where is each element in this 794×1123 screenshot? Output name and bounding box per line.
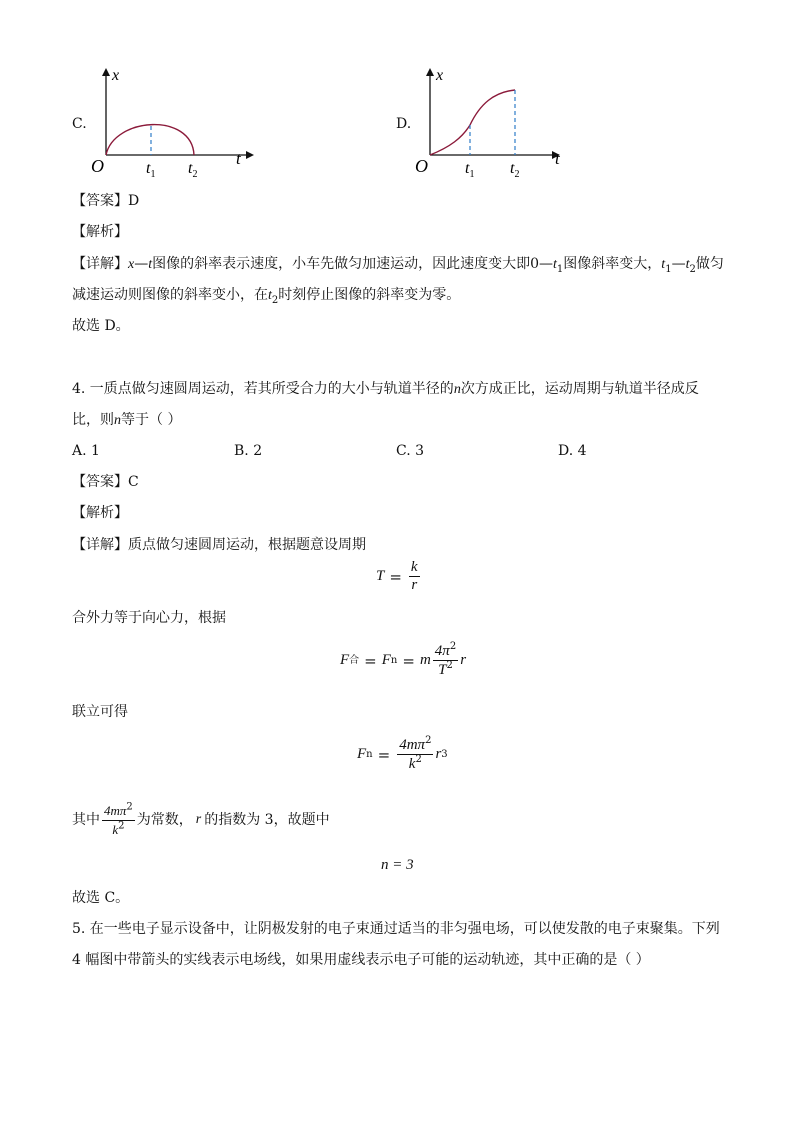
- q3-analysis-tag: 【解析】: [72, 224, 128, 240]
- graph-c-x-arrow: [102, 68, 110, 76]
- graph-d-curve: [430, 90, 515, 155]
- equation-period: T = $\frac{k}{r}$: [376, 559, 418, 593]
- q4-option-b: B. 2: [234, 443, 263, 459]
- q5-stem-line1: 5. 在一些电子显示设备中，让阴极发射的电子束通过适当的非匀强电场，可以使发散的电子束聚集。下列: [72, 921, 720, 937]
- q5-stem-line2: 4 幅图中带箭头的实线表示电场线，如果用虚线表示电子可能的运动轨迹，其中正确的是（ ）: [72, 952, 650, 968]
- q4-conclusion: 故选 C。: [72, 890, 130, 906]
- q3-answer-line: [72, 191, 139, 211]
- graph-c-t-arrow: [246, 151, 254, 159]
- q4-stem-line1: 4. 一质点做匀速圆周运动，若其所受合力的大小与轨道半径的n次方成正比，运动周期与轨道半径成反: [72, 381, 699, 397]
- graph-c-origin: O: [91, 156, 104, 176]
- equation-n-equals-3: n = 3: [381, 857, 414, 873]
- graph-d: [412, 62, 582, 182]
- graph-c-x-label: x: [112, 67, 120, 84]
- q4-option-c: C. 3: [396, 443, 425, 459]
- q3-detail-line1: 【详解】x—t图像的斜率表示速度，小车先做匀加速运动，因此速度变大即$0—t_1$图像斜率变大，$t_1—t_2$做匀: [72, 256, 724, 275]
- answer-tag: 【答案】: [72, 193, 128, 209]
- q4-stem-line2: 比，则n等于（ ）: [72, 412, 182, 428]
- q4-analysis-tag: 【解析】: [72, 505, 128, 521]
- option-d-label: D.: [396, 116, 412, 132]
- q4-detail-line: 【详解】质点做匀速圆周运动，根据题意设周期: [72, 537, 366, 553]
- graph-d-t-label: t: [555, 149, 560, 168]
- answer-value: C: [128, 474, 139, 490]
- q4-force-line: 合外力等于向心力，根据: [72, 610, 226, 626]
- graph-d-t1-label: $t_1$: [465, 160, 475, 180]
- graph-d-x-label: x: [436, 67, 444, 84]
- equation-centripetal-force: F 合 = F n = m $\frac{4\pi^2}{T^2}$ r: [340, 641, 467, 678]
- q4-constant-line: 其中 $\frac{4m\pi^2}{k^2}$ 为常数， r 的指数为 3，故题中: [72, 801, 330, 837]
- option-c-label: C.: [72, 116, 87, 132]
- q4-option-a: A. 1: [72, 443, 100, 459]
- equation-force-result: F n = $\frac{4m\pi^2}{k^2}$ r 3: [357, 735, 448, 772]
- q4-option-d: D. 4: [558, 443, 587, 459]
- answer-tag: 【答案】: [72, 474, 128, 490]
- graph-c-t-label: t: [236, 149, 241, 168]
- answer-value: D: [128, 193, 140, 209]
- graph-c-t1-label: $t_1$: [146, 160, 156, 180]
- graph-c-t2-label: $t_2$: [188, 160, 198, 180]
- graph-d-t2-label: $t_2$: [510, 160, 520, 180]
- q3-detail-line2: 减速运动则图像的斜率变小，在$t_2$时刻停止图像的斜率变为零。: [72, 287, 461, 306]
- q4-answer-line: [72, 472, 139, 492]
- graph-d-x-arrow: [426, 68, 434, 76]
- q3-conclusion: 故选 D。: [72, 318, 130, 334]
- graph-d-origin: O: [415, 156, 428, 176]
- graph-c: [88, 62, 258, 182]
- q4-combine-line: 联立可得: [72, 704, 128, 720]
- graph-c-curve: [106, 125, 194, 155]
